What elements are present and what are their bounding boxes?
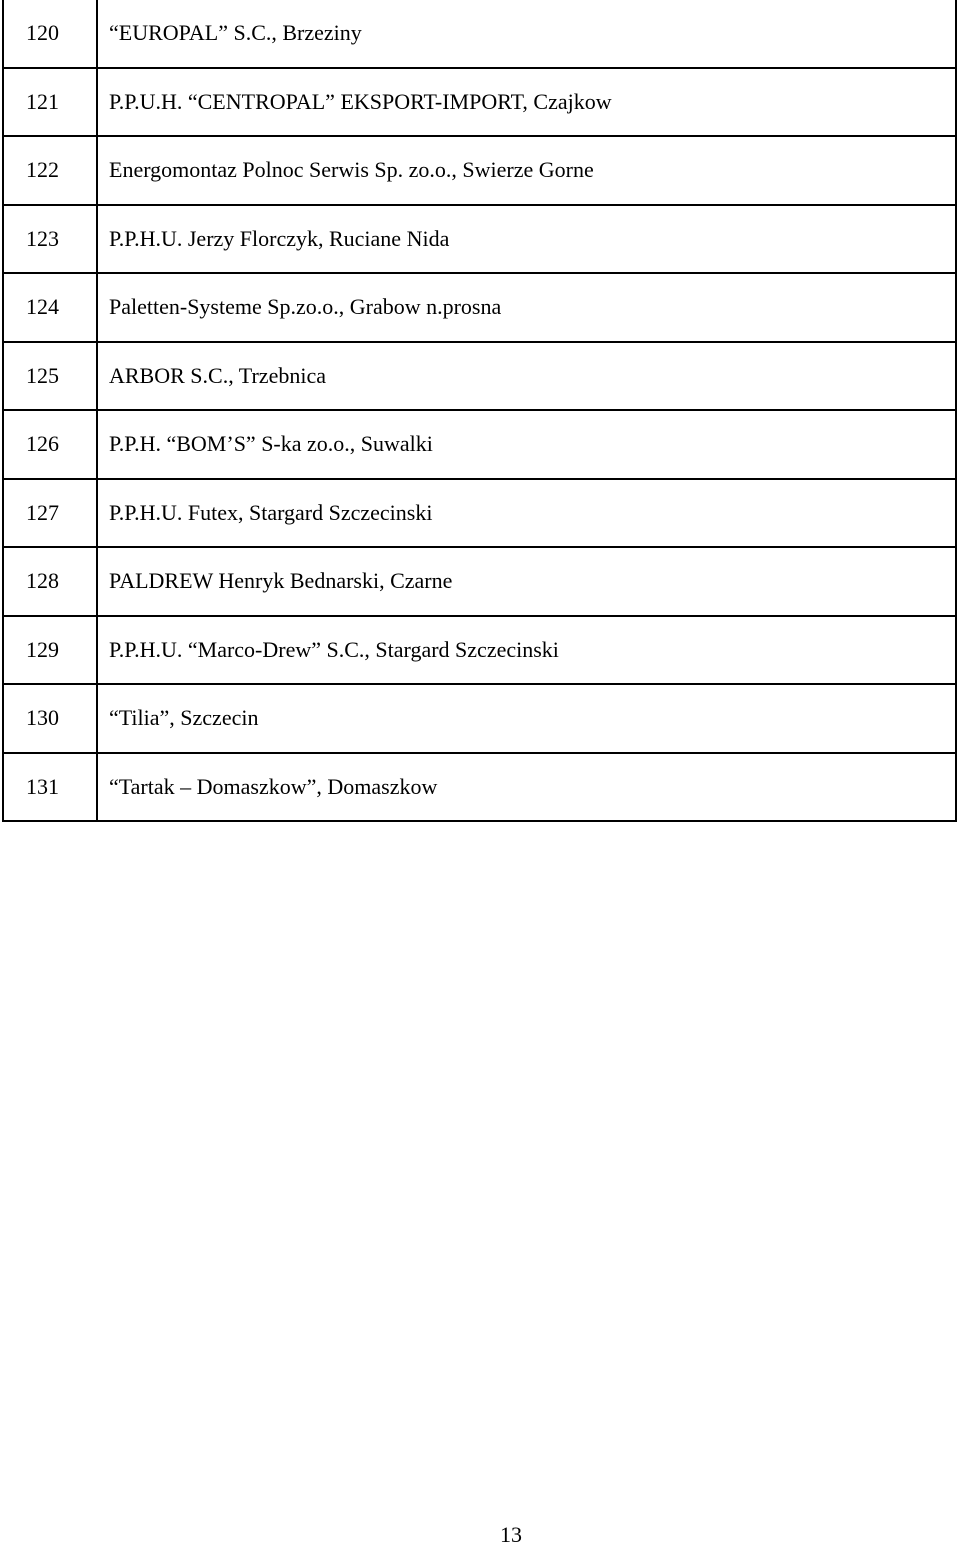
row-number: 120: [3, 0, 97, 68]
company-name: “EUROPAL” S.C., Brzeziny: [97, 0, 956, 68]
company-list-table: [2, 0, 957, 822]
table-row: [3, 205, 956, 274]
company-name: Paletten-Systeme Sp.zo.o., Grabow n.prosna: [97, 273, 956, 342]
company-name: ARBOR S.C., Trzebnica: [97, 342, 956, 411]
row-number: 122: [3, 136, 97, 205]
company-name: PALDREW Henryk Bednarski, Czarne: [97, 547, 956, 616]
company-name: Energomontaz Polnoc Serwis Sp. zo.o., Swierze Gorne: [97, 136, 956, 205]
row-number: 130: [3, 684, 97, 753]
company-name: “Tilia”, Szczecin: [97, 684, 956, 753]
row-number: 125: [3, 342, 97, 411]
row-number: 129: [3, 616, 97, 685]
row-number: 128: [3, 547, 97, 616]
table-row: [3, 0, 956, 68]
page-number: 13: [500, 1522, 522, 1547]
table-row: [3, 479, 956, 548]
row-number: 121: [3, 68, 97, 137]
row-number: 123: [3, 205, 97, 274]
company-name: P.P.H.U. Futex, Stargard Szczecinski: [97, 479, 956, 548]
table-row: [3, 547, 956, 616]
company-name: P.P.H.U. “Marco-Drew” S.C., Stargard Szczecinski: [97, 616, 956, 685]
table-row: [3, 410, 956, 479]
company-name: P.P.H. “BOM’S” S-ka zo.o., Suwalki: [97, 410, 956, 479]
table-row: [3, 342, 956, 411]
table-row: [3, 68, 956, 137]
table-row: [3, 616, 956, 685]
table-row: [3, 273, 956, 342]
row-number: 126: [3, 410, 97, 479]
company-name: P.P.U.H. “CENTROPAL” EKSPORT-IMPORT, Czajkow: [97, 68, 956, 137]
row-number: 127: [3, 479, 97, 548]
company-name: “Tartak – Domaszkow”, Domaszkow: [97, 753, 956, 822]
table-row: [3, 136, 956, 205]
company-name: P.P.H.U. Jerzy Florczyk, Ruciane Nida: [97, 205, 956, 274]
row-number: 124: [3, 273, 97, 342]
table-row: [3, 684, 956, 753]
table-row: [3, 753, 956, 822]
row-number: 131: [3, 753, 97, 822]
